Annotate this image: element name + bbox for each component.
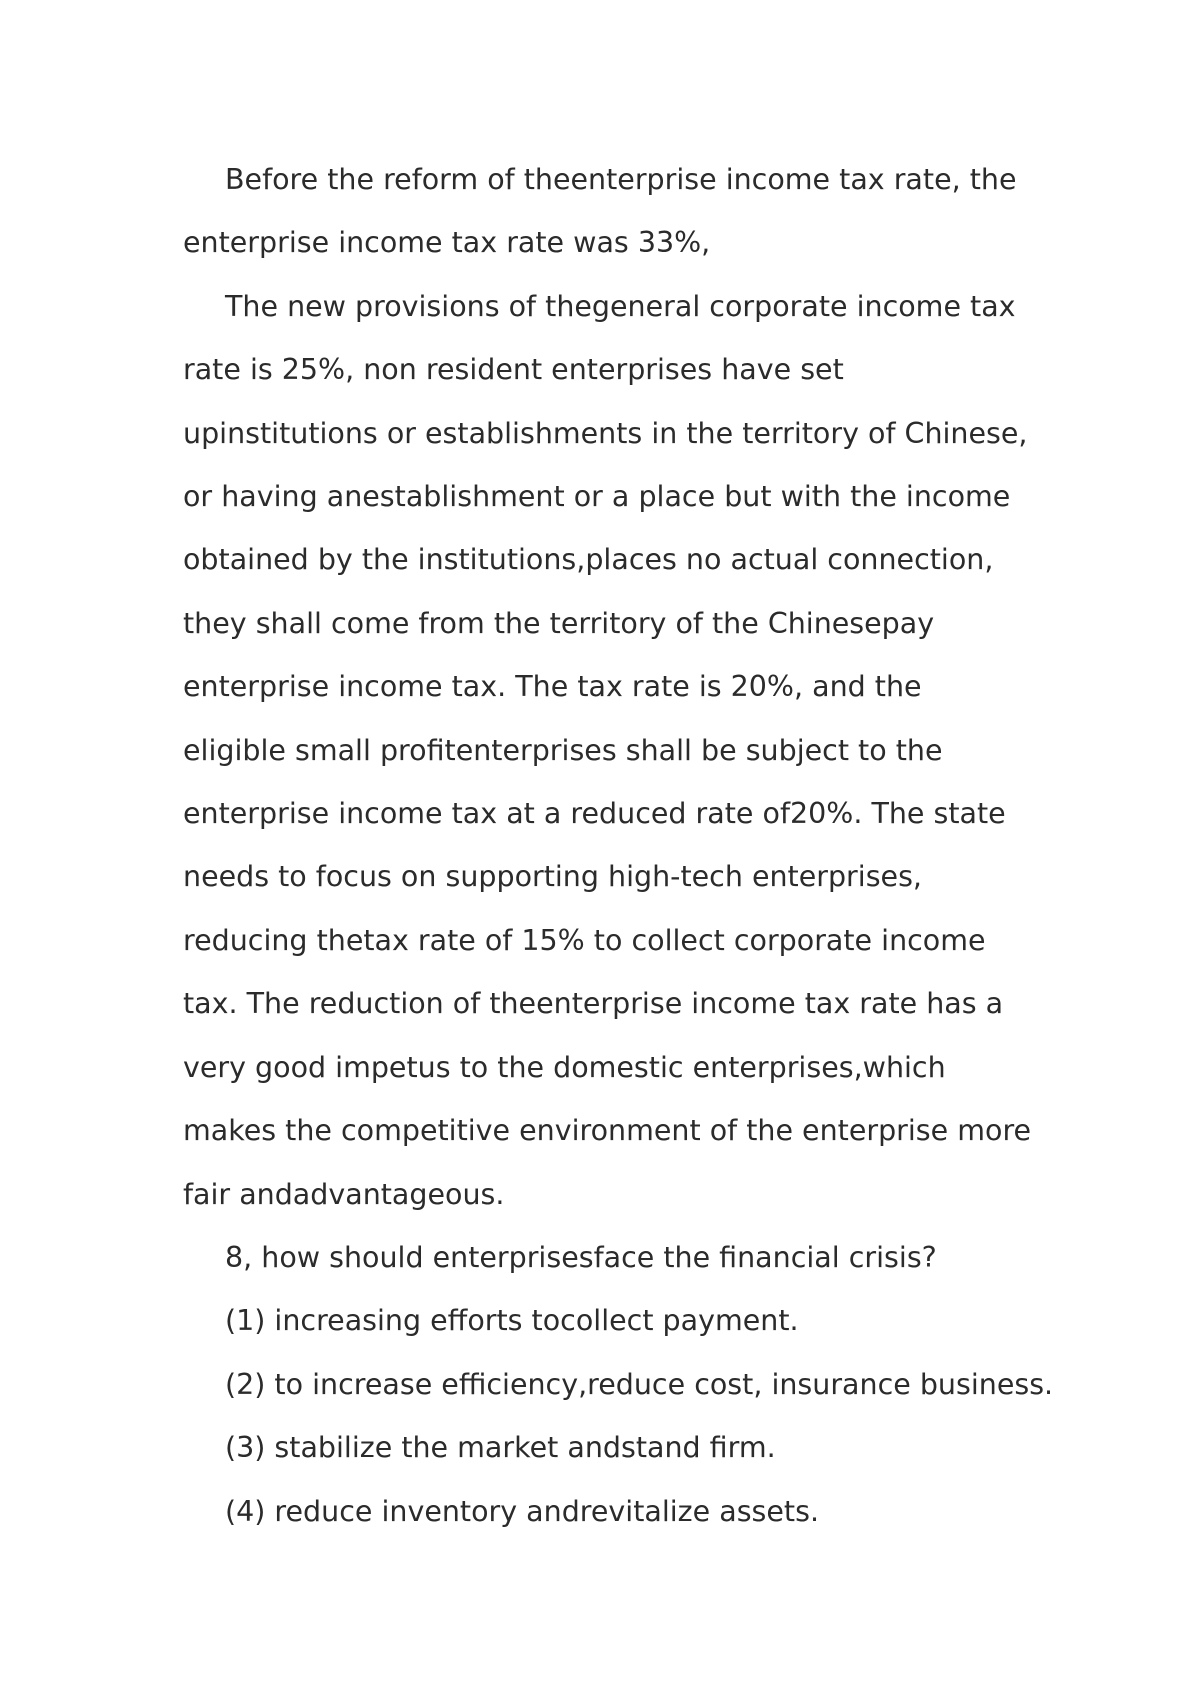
paragraph-new-provisions: The new provisions of thegeneral corporate income tax rate is 25%, non resident enterprises have set upinstitutions or establishments in the territory of Chinese, or having anestablishment or a place but with the income obtained by the institutions,places no actual connection, they shall come from the territory of the Chinesepay enterprise income tax. The tax rate is 20%, and the eligible small profitenterprises shall be subject to the enterprise income tax at a reduced rate of20%. The state needs to focus on supporting high-tech enterprises, reducing thetax rate of 15% to collect corporate income tax. The reduction of theenterprise income tax rate has a very good impetus to the domestic enterprises,which makes the competitive environment of the enterprise more fair andadvantageous.	[183, 289, 1032, 1211]
question-heading: 8, how should enterprisesface the financial crisis?	[225, 1240, 937, 1274]
list-item: (1) increasing efforts tocollect payment.	[225, 1304, 799, 1338]
list-item: (2) to increase efficiency,reduce cost, insurance business.	[225, 1367, 1054, 1401]
document-body	[183, 148, 1054, 1543]
paragraph-tax-reform: Before the reform of theenterprise income tax rate, the enterprise income tax rate was 33%,	[183, 163, 1017, 260]
list-item: (3) stabilize the market andstand firm.	[225, 1431, 776, 1465]
list-item: (4) reduce inventory andrevitalize assets.	[225, 1494, 820, 1528]
